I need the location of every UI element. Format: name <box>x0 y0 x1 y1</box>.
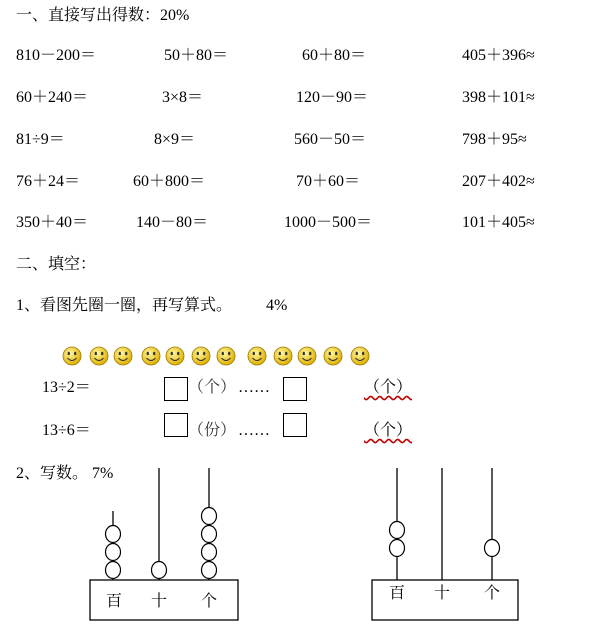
place-label-ones: 个 <box>201 593 218 610</box>
problem: 398＋101≈ <box>462 89 535 106</box>
problem: 81÷9＝ <box>16 131 65 148</box>
smiley-face-icon <box>114 347 132 365</box>
problem: 560－50＝ <box>294 131 367 148</box>
abacus-bead <box>485 540 500 557</box>
problem: 207＋402≈ <box>462 173 535 190</box>
place-label-tens: 十 <box>434 585 451 602</box>
abacus-bead <box>106 562 121 579</box>
remainder-dots: …… <box>238 379 270 396</box>
unit-label: （个） <box>364 379 413 396</box>
smiley-face-icon <box>90 347 108 365</box>
problem: 8×9＝ <box>154 131 196 148</box>
section1-title: 一、直接写出得数：20% <box>16 7 190 24</box>
q1-percent: 4% <box>266 297 288 314</box>
division-expr-2: 13÷6＝ <box>42 422 91 439</box>
problem: 70＋60＝ <box>296 173 361 190</box>
q2-text: 2、写数。 <box>16 465 89 482</box>
problem: 810－200＝ <box>16 47 97 64</box>
smiley-face-icon <box>192 347 210 365</box>
answer-box-remainder-2[interactable] <box>283 413 307 437</box>
smiley-face-icon <box>217 347 235 365</box>
abacus-1 <box>88 466 248 624</box>
answer-box-remainder-1[interactable] <box>283 377 307 401</box>
smiley-face-icon <box>324 347 342 365</box>
problem: 101＋405≈ <box>462 214 535 231</box>
problem: 76＋24＝ <box>16 173 81 190</box>
smiley-row <box>62 344 402 368</box>
unit-label: （个） <box>188 379 237 396</box>
problem: 350＋40＝ <box>16 214 89 231</box>
abacus-bead <box>202 544 217 561</box>
problem: 50＋80＝ <box>164 47 229 64</box>
problem: 120－90＝ <box>296 89 369 106</box>
problem: 405＋396≈ <box>462 47 535 64</box>
abacus-2 <box>370 466 530 624</box>
unit-label: （个） <box>364 422 413 439</box>
abacus-bead <box>202 562 217 579</box>
place-label-tens: 十 <box>151 593 168 610</box>
smiley-face-icon <box>298 347 316 365</box>
smiley-face-icon <box>248 347 266 365</box>
abacus-bead <box>202 526 217 543</box>
smiley-face-icon <box>142 347 160 365</box>
place-label-hundreds: 百 <box>389 585 406 602</box>
smiley-face-icon <box>166 347 184 365</box>
problem: 140－80＝ <box>136 214 209 231</box>
place-label-hundreds: 百 <box>106 593 123 610</box>
remainder-dots: …… <box>238 422 270 439</box>
abacus-bead <box>390 540 405 557</box>
problem: 798＋95≈ <box>462 131 527 148</box>
q1-label <box>16 296 287 316</box>
place-label-ones: 个 <box>484 585 501 602</box>
q1-text: 1、看图先圈一圈，再写算式。 <box>16 297 233 314</box>
problem: 1000－500＝ <box>284 214 373 231</box>
problem: 60＋800＝ <box>133 173 206 190</box>
unit-label: （份） <box>188 422 237 439</box>
problem: 60＋80＝ <box>302 47 367 64</box>
problem: 60＋240＝ <box>16 89 89 106</box>
abacus-bead <box>390 522 405 539</box>
answer-box-quotient-1[interactable] <box>164 377 188 401</box>
abacus-bead <box>152 562 167 579</box>
smiley-face-icon <box>274 347 292 365</box>
answer-box-quotient-2[interactable] <box>164 413 188 437</box>
q2-percent: 7% <box>92 465 114 482</box>
abacus-bead <box>106 526 121 543</box>
smiley-face-icon <box>63 347 81 365</box>
section2-title: 二、填空： <box>16 256 97 273</box>
division-expr-1: 13÷2＝ <box>42 379 91 396</box>
smiley-face-icon <box>351 347 369 365</box>
abacus-bead <box>106 544 121 561</box>
abacus-bead <box>202 508 217 525</box>
problem: 3×8＝ <box>162 89 204 106</box>
